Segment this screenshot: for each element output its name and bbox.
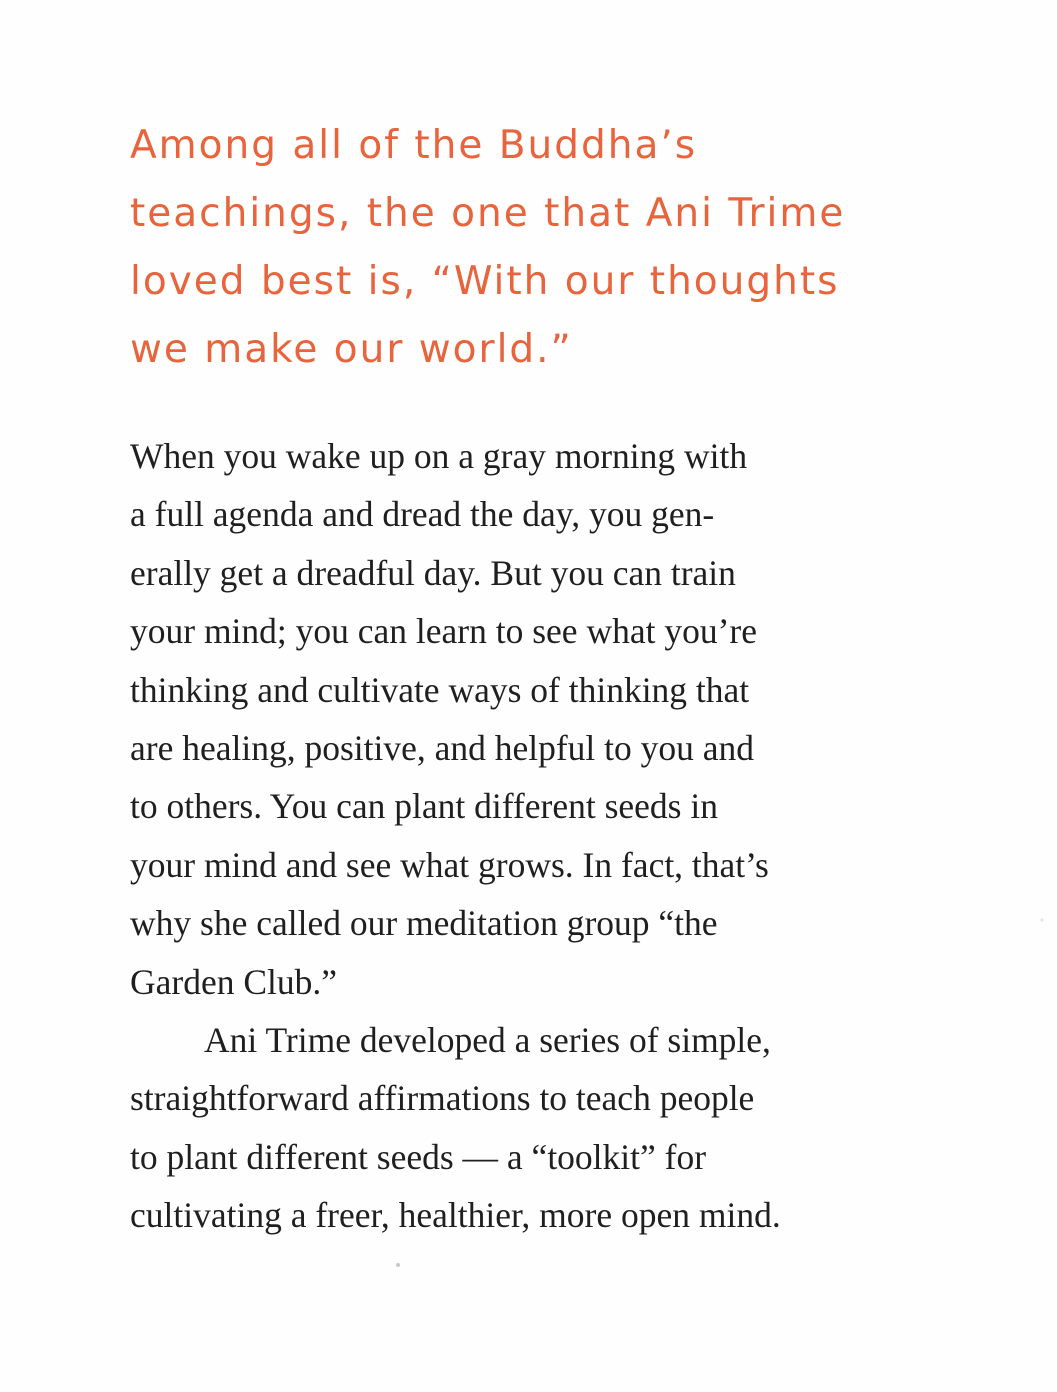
pull-quote-line: teachings, the one that Ani Trime: [130, 191, 846, 236]
pull-quote-line: Among all of the Buddha’s: [130, 123, 698, 168]
dust-speck: [1041, 919, 1044, 922]
text-line: straightforward affirmations to teach people: [130, 1078, 755, 1119]
text-line: are healing, positive, and helpful to you and: [130, 728, 755, 769]
text-line: why she called our meditation group “the: [130, 903, 718, 944]
dust-speck: [396, 1263, 400, 1267]
text-line: Ani Trime developed a series of simple,: [204, 1020, 771, 1061]
pull-quote-line: we make our world.”: [130, 327, 573, 372]
text-line: thinking and cultivate ways of thinking that: [130, 669, 750, 710]
text-line: Garden Club.”: [130, 961, 338, 1002]
text-line: your mind and see what grows. In fact, that’s: [130, 844, 769, 885]
pull-quote-line: loved best is, “With our thoughts: [130, 259, 840, 304]
text-line: to plant different seeds — a “toolkit” for: [130, 1136, 707, 1177]
text-line: a full agenda and dread the day, you gen-: [130, 494, 715, 535]
text-line: erally get a dreadful day. But you can train: [130, 552, 736, 593]
text-line: cultivating a freer, healthier, more open mind.: [130, 1195, 781, 1236]
text-line: your mind; you can learn to see what you’re: [130, 611, 757, 652]
text-line: to others. You can plant different seeds in: [130, 786, 718, 827]
text-line: When you wake up on a gray morning with: [130, 436, 748, 476]
